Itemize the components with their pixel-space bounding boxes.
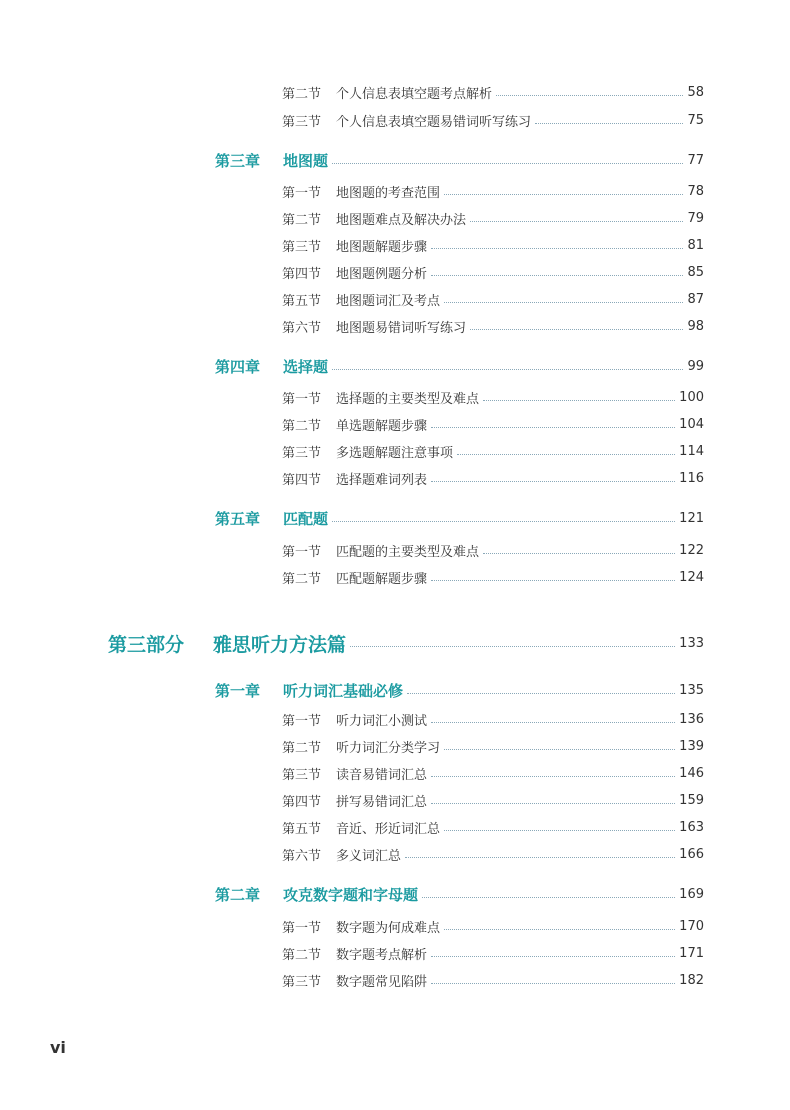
toc-section-row[interactable] — [282, 943, 704, 963]
toc-entry-title: 雅思听力方法篇 — [213, 633, 347, 656]
dot-leader — [444, 302, 683, 303]
toc-entry-title: 地图题 — [283, 151, 329, 170]
toc-entry-title: 数字题为何成难点 — [336, 920, 441, 936]
toc-entry-title: 读音易错词汇总 — [336, 767, 428, 783]
toc-entry-label — [282, 83, 492, 102]
toc-entry-title: 听力词汇基础必修 — [283, 681, 404, 700]
toc-section-row[interactable] — [282, 709, 704, 729]
toc-entry-title: 地图题解题步骤 — [336, 239, 428, 255]
toc-entry-title: 选择题的主要类型及难点 — [336, 391, 480, 407]
toc-section-row[interactable] — [282, 736, 704, 756]
dot-leader — [431, 580, 675, 581]
toc-entry-number: 第一节 — [282, 544, 322, 560]
toc-entry-number: 第一节 — [282, 391, 322, 407]
toc-entry-number: 第三节 — [282, 974, 322, 990]
toc-entry-page: 146 — [679, 765, 704, 781]
toc-section-row[interactable] — [282, 316, 704, 336]
toc-entry-page: 163 — [679, 819, 704, 835]
toc-entry-number: 第三节 — [282, 767, 322, 783]
toc-entry-label — [282, 263, 427, 282]
toc-entry-label — [282, 290, 440, 309]
toc-chapter-row[interactable] — [215, 507, 704, 529]
toc-section-row[interactable] — [282, 817, 704, 837]
toc-entry-title: 多义词汇总 — [336, 848, 402, 864]
toc-section-row[interactable] — [282, 414, 704, 434]
toc-entry-title: 匹配题的主要类型及难点 — [336, 544, 480, 560]
toc-entry-number: 第三节 — [282, 114, 322, 130]
toc-section-row[interactable] — [282, 844, 704, 864]
toc-entry-label — [215, 680, 403, 701]
toc-entry-label — [282, 971, 427, 990]
toc-entry-number: 第四章 — [215, 357, 261, 376]
toc-entry-title: 个人信息表填空题考点解析 — [336, 86, 493, 102]
toc-entry-page: 114 — [679, 443, 704, 459]
dot-leader — [431, 275, 683, 276]
toc-section-row[interactable] — [282, 262, 704, 282]
toc-entry-page: 87 — [687, 291, 704, 307]
toc-entry-page: 104 — [679, 416, 704, 432]
toc-entry-label — [282, 209, 466, 228]
dot-leader — [431, 956, 675, 957]
page-number: vi — [50, 1038, 66, 1057]
dot-leader — [470, 329, 683, 330]
toc-entry-page: 170 — [679, 918, 704, 934]
toc-entry-number: 第一节 — [282, 185, 322, 201]
toc-entry-page: 171 — [679, 945, 704, 961]
toc-entry-title: 个人信息表填空题易错词听写练习 — [336, 114, 532, 130]
toc-section-row[interactable] — [282, 110, 704, 130]
toc-entry-number: 第六节 — [282, 320, 322, 336]
toc-entry-label — [215, 508, 328, 529]
toc-entry-number: 第三节 — [282, 445, 322, 461]
toc-entry-page: 169 — [679, 886, 704, 902]
toc-entry-number: 第六节 — [282, 848, 322, 864]
toc-section-row[interactable] — [282, 387, 704, 407]
toc-entry-label — [282, 415, 427, 434]
toc-section-row[interactable] — [282, 208, 704, 228]
toc-entry-page: 133 — [679, 635, 704, 651]
toc-entry-page: 124 — [679, 569, 704, 585]
toc-entry-title: 地图题例题分析 — [336, 266, 428, 282]
dot-leader — [405, 857, 675, 858]
dot-leader — [332, 163, 683, 164]
toc-entry-page: 121 — [679, 510, 704, 526]
dot-leader — [431, 803, 675, 804]
toc-entry-label — [215, 884, 418, 905]
toc-entry-page: 79 — [687, 210, 704, 226]
toc-entry-label — [282, 182, 440, 201]
toc-entry-page: 139 — [679, 738, 704, 754]
toc-entry-page: 85 — [687, 264, 704, 280]
toc-entry-number: 第四节 — [282, 472, 322, 488]
dot-leader — [483, 553, 675, 554]
toc-entry-label — [282, 442, 453, 461]
toc-entry-title: 地图题的考查范围 — [336, 185, 441, 201]
toc-entry-page: 81 — [687, 237, 704, 253]
toc-entry-number: 第二节 — [282, 740, 322, 756]
toc-entry-page: 135 — [679, 682, 704, 698]
toc-entry-label — [282, 737, 440, 756]
toc-entry-page: 159 — [679, 792, 704, 808]
toc-chapter-row[interactable] — [215, 679, 704, 701]
toc-entry-label — [282, 764, 427, 783]
dot-leader — [470, 221, 683, 222]
toc-entry-number: 第五节 — [282, 293, 322, 309]
toc-entry-number: 第二节 — [282, 86, 322, 102]
toc-entry-title: 匹配题解题步骤 — [336, 571, 428, 587]
toc-section-row[interactable] — [282, 82, 704, 102]
toc-entry-number: 第二节 — [282, 418, 322, 434]
toc-chapter-row[interactable] — [215, 355, 704, 377]
toc-entry-page: 58 — [687, 84, 704, 100]
toc-entry-page: 78 — [687, 183, 704, 199]
toc-entry-label — [282, 317, 466, 336]
dot-leader — [407, 693, 675, 694]
dot-leader — [422, 897, 675, 898]
toc-entry-title: 地图题易错词听写练习 — [336, 320, 467, 336]
toc-section-row[interactable] — [282, 540, 704, 560]
toc-entry-number: 第一章 — [215, 681, 261, 700]
toc-section-row[interactable] — [282, 235, 704, 255]
toc-entry-number: 第一节 — [282, 713, 322, 729]
toc-entry-title: 选择题 — [283, 357, 329, 376]
toc-section-row[interactable] — [282, 790, 704, 810]
toc-entry-label — [282, 111, 531, 130]
dot-leader — [431, 722, 675, 723]
toc-entry-page: 166 — [679, 846, 704, 862]
toc-entry-title: 匹配题 — [283, 509, 329, 528]
toc-entry-page: 98 — [687, 318, 704, 334]
toc-section-row[interactable] — [282, 289, 704, 309]
toc-entry-title: 数字题考点解析 — [336, 947, 428, 963]
toc-entry-number: 第二章 — [215, 885, 261, 904]
toc-entry-label — [215, 150, 328, 171]
toc-entry-number: 第三部分 — [108, 633, 185, 656]
toc-entry-title: 数字题常见陷阱 — [336, 974, 428, 990]
toc-entry-label — [282, 568, 427, 587]
toc-entry-title: 地图题词汇及考点 — [336, 293, 441, 309]
dot-leader — [457, 454, 675, 455]
toc-entry-number: 第三章 — [215, 151, 261, 170]
toc-part-row[interactable] — [108, 629, 704, 657]
toc-entry-page: 99 — [687, 358, 704, 374]
toc-section-row[interactable] — [282, 763, 704, 783]
dot-leader — [431, 248, 683, 249]
toc-entry-page: 122 — [679, 542, 704, 558]
toc-section-row[interactable] — [282, 970, 704, 990]
toc-entry-label — [282, 818, 440, 837]
toc-entry-number: 第一节 — [282, 920, 322, 936]
toc-entry-page: 77 — [687, 152, 704, 168]
dot-leader — [431, 427, 675, 428]
dot-leader — [350, 646, 675, 647]
toc-entry-number: 第三节 — [282, 239, 322, 255]
dot-leader — [332, 521, 675, 522]
dot-leader — [444, 929, 675, 930]
toc-chapter-row[interactable] — [215, 149, 704, 171]
toc-entry-label — [282, 845, 401, 864]
toc-entry-number: 第四节 — [282, 266, 322, 282]
toc-entry-number: 第二节 — [282, 571, 322, 587]
toc-entry-title: 单选题解题步骤 — [336, 418, 428, 434]
toc-entry-title: 听力词汇小测试 — [336, 713, 428, 729]
dot-leader — [444, 749, 675, 750]
toc-section-row[interactable] — [282, 441, 704, 461]
toc-entry-label — [282, 791, 427, 810]
toc-entry-title: 多选题解题注意事项 — [336, 445, 454, 461]
dot-leader — [535, 123, 683, 124]
toc-entry-label — [282, 236, 427, 255]
dot-leader — [431, 481, 675, 482]
dot-leader — [496, 95, 683, 96]
toc-entry-number: 第二节 — [282, 947, 322, 963]
toc-entry-page: 116 — [679, 470, 704, 486]
toc-entry-title: 拼写易错词汇总 — [336, 794, 428, 810]
toc-entry-label — [282, 388, 479, 407]
toc-entry-title: 音近、形近词汇总 — [336, 821, 441, 837]
dot-leader — [483, 400, 675, 401]
dot-leader — [444, 830, 675, 831]
toc-section-row[interactable] — [282, 916, 704, 936]
toc-entry-title: 听力词汇分类学习 — [336, 740, 441, 756]
toc-entry-label — [282, 469, 427, 488]
toc-entry-page: 75 — [687, 112, 704, 128]
toc-entry-page: 100 — [679, 389, 704, 405]
toc-entry-label — [282, 710, 427, 729]
toc-section-row[interactable] — [282, 181, 704, 201]
toc-entry-number: 第五节 — [282, 821, 322, 837]
toc-entry-title: 选择题难词列表 — [336, 472, 428, 488]
toc-entry-label — [282, 944, 427, 963]
dot-leader — [431, 776, 675, 777]
toc-entry-title: 攻克数字题和字母题 — [283, 885, 419, 904]
toc-entry-number: 第五章 — [215, 509, 261, 528]
dot-leader — [332, 369, 683, 370]
toc-chapter-row[interactable] — [215, 883, 704, 905]
toc-entry-number: 第四节 — [282, 794, 322, 810]
dot-leader — [431, 983, 675, 984]
toc-section-row[interactable] — [282, 567, 704, 587]
toc-entry-label — [282, 917, 440, 936]
toc-entry-page: 182 — [679, 972, 704, 988]
toc-entry-page: 136 — [679, 711, 704, 727]
toc-entry-title: 地图题难点及解决办法 — [336, 212, 467, 228]
dot-leader — [444, 194, 683, 195]
toc-entry-label — [108, 630, 346, 657]
toc-entry-label — [282, 541, 479, 560]
toc-entry-label — [215, 356, 328, 377]
toc-section-row[interactable] — [282, 468, 704, 488]
toc-entry-number: 第二节 — [282, 212, 322, 228]
